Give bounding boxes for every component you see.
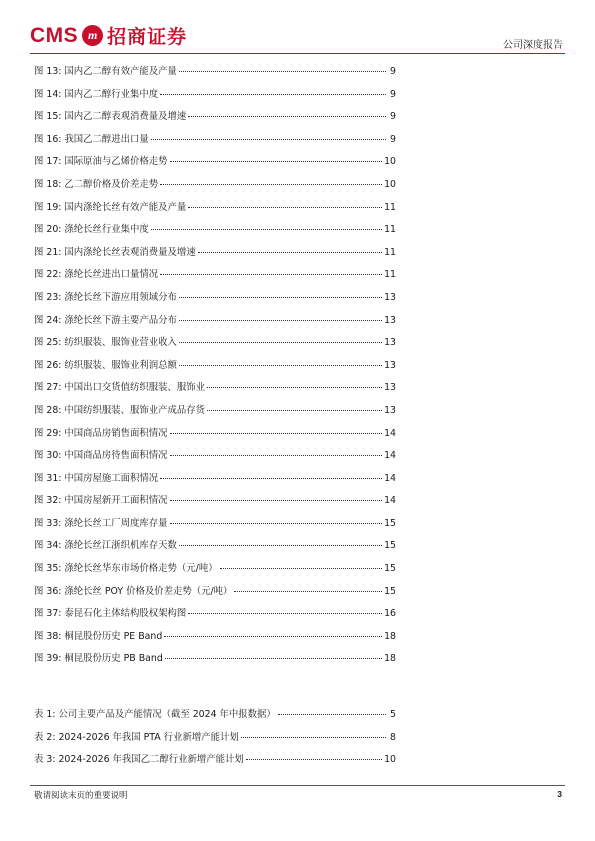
table-entry[interactable] (34, 727, 396, 750)
dot-leader (241, 737, 386, 738)
table-entry-page: 5 (390, 709, 396, 720)
figure-entry-label: 图 19: 国内涤纶长丝有效产能及产量 (34, 201, 187, 213)
figure-entry[interactable] (34, 332, 396, 355)
figure-index-list (34, 61, 396, 671)
dot-leader (179, 297, 382, 298)
figure-entry-label: 图 28: 中国纺织服装、服饰业产成品存货 (34, 404, 206, 416)
figure-entry-label: 图 25: 纺织服装、服饰业营业收入 (34, 337, 177, 349)
figure-entry[interactable] (34, 626, 396, 649)
dot-leader (179, 320, 382, 321)
figure-entry-label: 图 32: 中国房屋新开工面积情况 (34, 495, 168, 507)
figure-entry-label: 图 33: 涤纶长丝工厂周度库存量 (34, 517, 168, 529)
figure-entry-page: 11 (384, 224, 396, 236)
dot-leader (164, 636, 382, 637)
figure-entry-label: 图 15: 国内乙二醇表观消费量及增速 (34, 111, 187, 123)
figure-entry[interactable] (34, 445, 396, 468)
figure-entry[interactable] (34, 106, 396, 129)
figure-entry[interactable] (34, 242, 396, 265)
dot-leader (160, 274, 382, 275)
figure-entry-label: 图 17: 国际原油与乙烯价格走势 (34, 156, 168, 168)
dot-leader (179, 71, 386, 72)
figure-entry-page: 14 (384, 472, 396, 484)
figure-entry-page: 14 (384, 427, 396, 439)
dot-leader (160, 184, 382, 185)
dot-leader (246, 759, 382, 760)
dot-leader (170, 433, 383, 434)
figure-entry[interactable] (34, 151, 396, 174)
table-entry-label: 表 3: 2024-2026 年我国乙二醇行业新增产能计划 (34, 754, 244, 766)
table-entry[interactable] (34, 704, 396, 727)
figure-entry-label: 图 14: 国内乙二醇行业集中度 (34, 88, 159, 100)
figure-entry-label: 图 36: 涤纶长丝 POY 价格及价差走势（元/吨） (34, 585, 233, 597)
dot-leader (278, 714, 386, 715)
figure-entry[interactable] (34, 377, 396, 400)
figure-entry[interactable] (34, 535, 396, 558)
dot-leader (160, 94, 386, 95)
figure-entry-page: 16 (384, 608, 396, 620)
figure-entry-page: 11 (384, 269, 396, 281)
dot-leader (160, 478, 382, 479)
figure-entry-label: 图 31: 中国房屋施工面积情况 (34, 472, 159, 484)
figure-entry[interactable] (34, 468, 396, 491)
figure-entry-label: 图 21: 国内涤纶长丝表观消费量及增速 (34, 246, 196, 258)
figure-entry-label: 图 29: 中国商品房销售面积情况 (34, 427, 168, 439)
figure-entry[interactable] (34, 423, 396, 446)
dot-leader (207, 387, 382, 388)
dot-leader (179, 342, 382, 343)
figure-entry-page: 13 (384, 291, 396, 303)
dot-leader (188, 613, 382, 614)
dot-leader (188, 207, 382, 208)
figure-entry-label: 图 22: 涤纶长丝进出口量情况 (34, 269, 159, 281)
figure-entry[interactable] (34, 287, 396, 310)
figure-entry[interactable] (34, 355, 396, 378)
table-entry-label: 表 1: 公司主要产品及产能情况（截至 2024 年中报数据） (34, 709, 276, 720)
figure-entry-page: 14 (384, 450, 396, 462)
dot-leader (151, 139, 386, 140)
figure-entry[interactable] (34, 129, 396, 152)
dot-leader (165, 658, 382, 659)
figure-entry[interactable] (34, 490, 396, 513)
figure-entry-page: 9 (390, 88, 396, 100)
figure-entry-label: 图 35: 涤纶长丝华东市场价格走势（元/吨） (34, 563, 218, 575)
figure-entry[interactable] (34, 581, 396, 604)
figure-entry[interactable] (34, 513, 396, 536)
figure-entry-label: 图 26: 纺织服装、服饰业利润总额 (34, 359, 177, 371)
figure-entry-page: 9 (390, 111, 396, 123)
figure-entry[interactable] (34, 648, 396, 671)
table-entry[interactable] (34, 749, 396, 772)
figure-entry-label: 图 37: 泰昆石化主体结构股权架构图 (34, 608, 187, 620)
dot-leader (198, 252, 382, 253)
dot-leader (207, 410, 382, 411)
dot-leader (170, 161, 383, 162)
figure-entry-page: 18 (384, 653, 396, 665)
figure-entry[interactable] (34, 61, 396, 84)
table-entry-page: 10 (384, 754, 396, 766)
dot-leader (170, 523, 383, 524)
figure-entry-page: 10 (384, 178, 396, 190)
figure-entry-label: 图 24: 涤纶长丝下游主要产品分布 (34, 314, 177, 326)
figure-entry-page: 15 (384, 563, 396, 575)
figure-entry-label: 图 13: 国内乙二醇有效产能及产量 (34, 66, 177, 77)
dot-leader (170, 500, 383, 501)
figure-entry-page: 11 (384, 201, 396, 213)
dot-leader (179, 545, 382, 546)
figure-entry-page: 13 (384, 314, 396, 326)
figure-entry-page: 14 (384, 495, 396, 507)
figure-entry-label: 图 16: 我国乙二醇进出口量 (34, 133, 149, 145)
page-number: 3 (557, 789, 562, 799)
figure-entry-page: 9 (390, 133, 396, 145)
figure-entry[interactable] (34, 84, 396, 107)
figure-entry-label: 图 39: 桐昆股份历史 PB Band (34, 653, 163, 665)
figure-entry-page: 11 (384, 246, 396, 258)
cms-logo (30, 22, 187, 49)
footer-divider (30, 785, 565, 786)
figure-entry-page: 15 (384, 540, 396, 552)
table-index-list (34, 704, 396, 772)
header-divider (30, 53, 565, 54)
figure-entry-page: 13 (384, 359, 396, 371)
figure-entry-page: 13 (384, 404, 396, 416)
figure-entry[interactable] (34, 310, 396, 333)
dot-leader (170, 455, 383, 456)
figure-entry-label: 图 18: 乙二醇价格及价差走势 (34, 178, 159, 190)
figure-entry-label: 图 27: 中国出口交货值纺织服装、服饰业 (34, 382, 206, 394)
figure-entry-label: 图 34: 涤纶长丝江浙织机库存天数 (34, 540, 177, 552)
footer-disclaimer: 敬请阅读末页的重要说明 (34, 791, 128, 801)
table-entry-page: 8 (390, 731, 396, 743)
dot-leader (151, 229, 382, 230)
logo-badge-icon: m (82, 25, 103, 46)
figure-entry-page: 13 (384, 382, 396, 394)
figure-entry-page: 18 (384, 630, 396, 642)
figure-entry-page: 15 (384, 517, 396, 529)
figure-entry-label: 图 38: 桐昆股份历史 PE Band (34, 630, 163, 642)
figure-entry[interactable] (34, 558, 396, 581)
logo-latin-text: CMS (30, 23, 79, 47)
figure-entry-label: 图 30: 中国商品房待售面积情况 (34, 450, 168, 462)
figure-entry-page: 15 (384, 585, 396, 597)
dot-leader (188, 116, 386, 117)
report-type-label: 公司深度报告 (503, 40, 563, 51)
logo-chinese-text: 招商证券 (107, 26, 188, 48)
figure-entry[interactable] (34, 603, 396, 626)
dot-leader (220, 568, 382, 569)
figure-entry-label: 图 23: 涤纶长丝下游应用领域分布 (34, 291, 177, 303)
figure-entry[interactable] (34, 174, 396, 197)
figure-entry[interactable] (34, 400, 396, 423)
table-entry-label: 表 2: 2024-2026 年我国 PTA 行业新增产能计划 (34, 731, 239, 743)
figure-entry[interactable] (34, 219, 396, 242)
figure-entry-page: 10 (384, 156, 396, 168)
figure-entry[interactable] (34, 264, 396, 287)
dot-leader (234, 591, 382, 592)
figure-entry-label: 图 20: 涤纶长丝行业集中度 (34, 224, 149, 236)
figure-entry-page: 13 (384, 337, 396, 349)
dot-leader (179, 365, 382, 366)
figure-entry-page: 9 (390, 66, 396, 77)
page-header (0, 0, 595, 56)
figure-entry[interactable] (34, 197, 396, 220)
